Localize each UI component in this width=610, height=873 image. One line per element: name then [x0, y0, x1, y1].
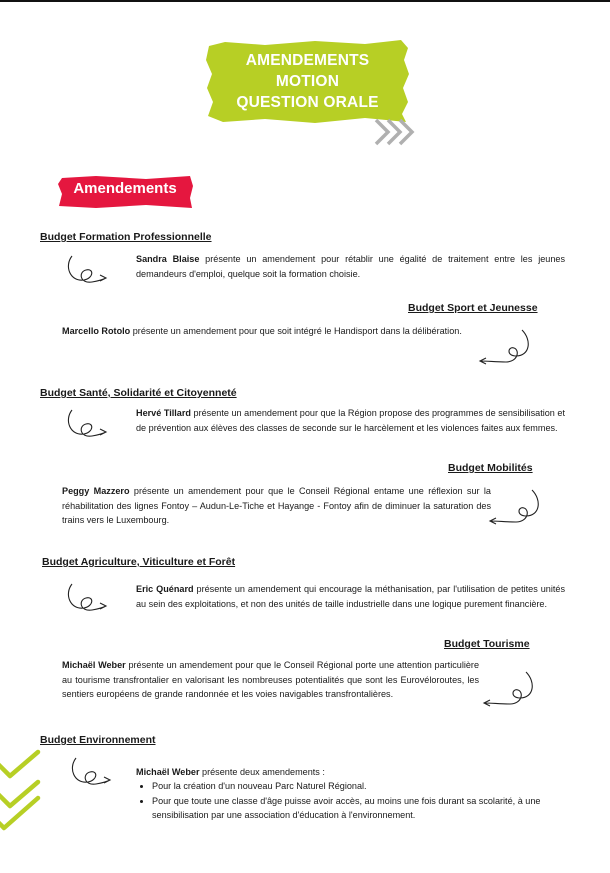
heading-agriculture: Budget Agriculture, Viticulture et Forêt: [42, 556, 236, 568]
banner-line-1: AMENDEMENTS: [245, 52, 370, 69]
section-badge: [56, 174, 194, 210]
item-sport-name: Marcello Rotolo: [62, 326, 131, 336]
title-banner: [205, 38, 410, 124]
squiggle-arrow-icon: [482, 670, 538, 708]
item-formation-name: Sandra Blaise: [136, 254, 200, 264]
chevron-arrows-icon: [372, 114, 418, 154]
heading-environnement: Budget Environnement: [40, 734, 156, 746]
bullet-item: • Pour que toute une classe d'âge puisse avoir accès, au moins une fois durant sa scolarité, à une sensibilisation par une association d'éducation à l'environnement.: [152, 794, 542, 823]
item-mobilites-body: présente un amendement pour que le Conseil Régional entame une réflexion sur la réhabilitation des lignes Fontoy – Audun-Le-Tiche et Hayange - Fontoy afin de diminuer la saturation des trains vers le Luxembourg.: [62, 486, 491, 526]
top-rule: [0, 0, 610, 2]
item-formation-text: [136, 252, 565, 281]
banner-line-2: MOTION: [275, 73, 340, 90]
environnement-bullet-list: [138, 779, 542, 823]
item-environnement-name: Michaël Weber: [136, 767, 200, 777]
item-sport-body: présente un amendement pour que soit intégré le Handisport dans la délibération.: [130, 326, 462, 336]
heading-mobilites: Budget Mobilités: [448, 462, 533, 474]
squiggle-arrow-icon: [478, 328, 534, 366]
item-agriculture-text: [136, 582, 565, 611]
item-mobilites-name: Peggy Mazzero: [62, 486, 130, 496]
checkmarks-icon: [0, 748, 44, 832]
item-sante-text: [136, 406, 565, 435]
item-sante-body: présente un amendement pour que la Région propose des programmes de sensibilisation et de prévention aux élèves des classes de seconde sur le harcèlement et les violences faites aux femmes.: [136, 408, 565, 433]
squiggle-arrow-icon: [64, 252, 108, 288]
heading-sante: Budget Santé, Solidarité et Citoyenneté: [40, 387, 237, 399]
item-sport-text: [62, 324, 491, 339]
item-sante-name: Hervé Tillard: [136, 408, 191, 418]
squiggle-arrow-icon: [64, 580, 108, 616]
item-agriculture-name: Eric Quénard: [136, 584, 194, 594]
squiggle-arrow-icon: [488, 488, 544, 526]
item-environnement-body: présente deux amendements :: [199, 767, 325, 777]
bullet-item: • Pour la création d'un nouveau Parc Naturel Régional.: [152, 779, 542, 794]
item-tourisme-body: présente un amendement pour que le Conseil Régional porte une attention particulière au tourisme transfrontalier en valorisant les nombreuses potentialités que sont les Eurovéloroutes, les sentiers européens de grande randonnée et les voies navigables transfrontalières.: [62, 660, 479, 700]
item-mobilites-text: [62, 484, 491, 528]
heading-tourisme: Budget Tourisme: [444, 638, 530, 650]
item-tourisme-text: [62, 658, 479, 702]
squiggle-arrow-icon: [68, 756, 112, 792]
heading-sport: Budget Sport et Jeunesse: [408, 302, 538, 314]
banner-line-3: QUESTION ORALE: [236, 94, 379, 111]
heading-formation: Budget Formation Professionnelle: [40, 231, 212, 243]
squiggle-arrow-icon: [64, 406, 108, 442]
item-agriculture-body: présente un amendement qui encourage la méthanisation, par l'utilisation de petites unités au sein des exploitations, et non des unités de taille industrielle dans une logique purement financière.: [136, 584, 565, 609]
item-environnement-text: [136, 765, 536, 780]
item-formation-body: présente un amendement pour rétablir une égalité de traitement entre les jeunes demandeurs d'emploi, quelque soit la formation choisie.: [136, 254, 565, 279]
item-tourisme-name: Michaël Weber: [62, 660, 126, 670]
section-title: Amendements: [73, 180, 177, 197]
